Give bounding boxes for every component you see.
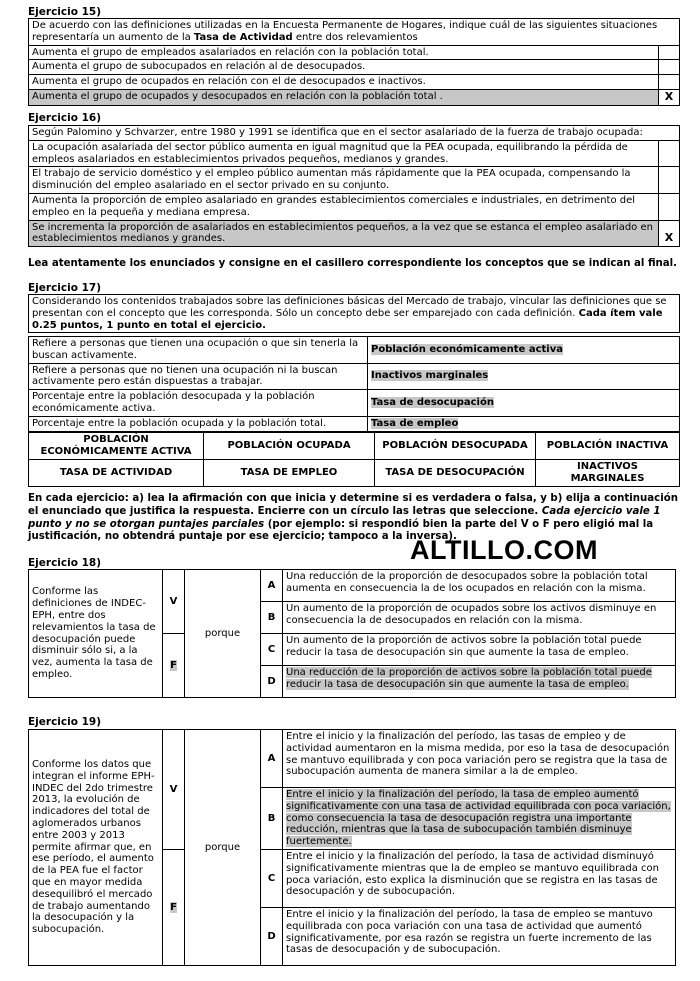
ex19-title: Ejercicio 19)	[28, 716, 101, 728]
ex15-option-c[interactable]: Aumenta el grupo de ocupados en relación con el de desocupados e inactivos.	[29, 75, 659, 90]
ex18-option-d: Una reducción de la proporción de activos sobre la población total puede reducir la tasa de desocupación sin que aumente la tasa de empleo.	[286, 667, 652, 690]
ex17-intro-text: Considerando los contenidos trabajados sobre las definiciones básicas del Mercado de trabajo, vincular las definiciones que se presentan con el concepto que les corresponda. Sólo un concepto debe ser emparejado con cada definición.	[32, 296, 667, 319]
ex17-title: Ejercicio 17)	[28, 282, 101, 294]
ex16-title: Ejercicio 16)	[28, 112, 101, 124]
ex17-answer-2: Inactivos marginales	[371, 370, 489, 382]
ex19-letter-a[interactable]: A	[261, 730, 283, 788]
ex18-porque: porque	[185, 570, 261, 698]
ex19-option-c: Entre el inicio y la finalización del período, la tasa de actividad disminuyó significativamente mientras que la de empleo se mantuvo equilibrada con poca variación, esto explica la disminución que se registra en las tasas de desocupación y de subocupación.	[283, 849, 676, 907]
ex19-table	[28, 729, 676, 966]
ex15-option-b[interactable]: Aumenta el grupo de subocupados en relación al de desocupados.	[29, 60, 659, 75]
ex19-option-b-cell	[283, 788, 676, 850]
ex19-letter-d[interactable]: D	[261, 907, 283, 965]
ex17-definition-2: Refiere a personas que no tienen una ocupación ni la buscan activamente pero están dispuestas a trabajar.	[29, 363, 368, 390]
instruction2-part1: En cada ejercicio: a) lea la afirmación con que inicia y determine si es verdadera o falsa, y b) elija a continuación el enunciado que justifica la respuesta. Encierre con un círculo las letras que seleccione.	[28, 493, 678, 517]
ex17-answer-cell-2[interactable]	[368, 363, 680, 390]
ex18-option-d-cell	[283, 666, 676, 698]
ex18-v[interactable]: V	[163, 570, 185, 634]
ex16-table	[28, 125, 680, 247]
concept-2-1: TASA DE ACTIVIDAD	[29, 460, 204, 487]
ex16-question: Según Palomino y Schvarzer, entre 1980 y 1991 se identifica que en el sector asalariado de la fuerza de trabajo ocupada:	[29, 126, 680, 141]
ex18-option-a: Una reducción de la proporción de desocupados sobre la población total aumenta en consecuencia la de los ocupados en relación con la misma.	[283, 570, 676, 602]
ex15-question-text2: entre dos relevamientos	[292, 31, 418, 43]
ex17-definition-1: Refiere a personas que tienen una ocupación o que sin tenerla la buscan activamente.	[29, 337, 368, 364]
ex17-match-table	[28, 336, 680, 432]
ex15-question	[29, 19, 680, 46]
concept-1-2: POBLACIÓN OCUPADA	[204, 433, 375, 460]
ex19-option-b: Entre el inicio y la finalización del período, la tasa de empleo aumentó significativamente con una tasa de actividad equilibrada con poca variación, como consecuencia la tasa de desocupación registra una importante reducción, mientras que la tasa de subocupación también disminuye fuertemente.	[286, 789, 671, 848]
ex18-letter-a[interactable]: A	[261, 570, 283, 602]
concept-2-2: TASA DE EMPLEO	[204, 460, 375, 487]
ex18-letter-b[interactable]: B	[261, 602, 283, 634]
ex19-letter-c[interactable]: C	[261, 849, 283, 907]
ex16-mark-d[interactable]: X	[659, 220, 680, 247]
instruction2-part2: (por ejemplo: si respondió bien la parte del V o F pero eligió mal la justificación, no obtendrá puntaje por ese ejercicio; tampoco a la inversa).	[28, 518, 654, 543]
ex19-f-cell[interactable]	[163, 849, 185, 965]
ex19-statement: Conforme los datos que integran el informe EPH-INDEC del 2do trimestre 2013, la evolución de indicadores del total de aglomerados urbanos entre 2003 y 2013 permite afirmar que, en ese período, el aumento de la PEA fue el factor que en mayor medida desequilibró el mercado de trabajo aumentando la desocupación y la subocupación.	[29, 730, 163, 966]
ex17-intro	[29, 295, 680, 333]
instruction-text: Lea atentamente los enunciados y consigne en el casillero correspondiente los conceptos que se indican al final.	[28, 258, 677, 269]
ex17-concepts-table	[28, 432, 680, 487]
ex17-answer-cell-4[interactable]	[368, 416, 680, 431]
ex19-f: F	[170, 901, 177, 913]
ex18-option-c: Un aumento de la proporción de activos sobre la población total puede reducir la tasa de desocupación sin que aumente la tasa de empleo.	[283, 634, 676, 666]
ex17-answer-1: Población económicamente activa	[371, 343, 563, 355]
ex18-f-cell[interactable]	[163, 634, 185, 698]
ex15-question-text1: De acuerdo con las definiciones utilizadas en la Encuesta Permanente de Hogares, indique cuál de las siguientes situaciones representaría un aumento de la	[32, 20, 658, 43]
concept-2-3: TASA DE DESOCUPACIÓN	[375, 460, 536, 487]
ex17-answer-cell-1[interactable]	[368, 337, 680, 364]
ex16-option-c[interactable]: Aumenta la proporción de empleo asalariado en grandes establecimientos comerciales e industriales, en detrimento del empleo en la pequeña y mediana empresa.	[29, 193, 659, 220]
ex18-title: Ejercicio 18)	[28, 557, 101, 569]
concept-1-1: POBLACIÓN ECONÓMICAMENTE ACTIVA	[29, 433, 204, 460]
ex19-letter-b[interactable]: B	[261, 788, 283, 850]
ex17-intro-table	[28, 294, 680, 333]
ex15-question-bold: Tasa de Actividad	[193, 31, 293, 43]
instruction2-italic: Cada ejercicio vale 1 punto y no se otorgan puntajes parciales	[28, 505, 661, 530]
ex19-option-d: Entre el inicio y la finalización del período, la tasa de empleo se mantuvo equilibrada con poca variación con una tasa de actividad que aumentó significativamente, por esa razón se registra un fuerte incremento de las tasas de desocupación y de subocupación.	[283, 907, 676, 965]
ex15-option-a[interactable]: Aumenta el grupo de empleados asalariados en relación con la población total.	[29, 45, 659, 60]
ex15-option-d[interactable]: Aumenta el grupo de ocupados y desocupados en relación con la población total .	[29, 89, 659, 105]
ex18-statement: Conforme las definiciones de INDEC-EPH, entre dos relevamientos la tasa de desocupación puede disminuir sólo si, a la vez, aumenta la tasa de empleo.	[29, 570, 163, 698]
watermark-text: ALTILLO.COM	[410, 535, 598, 565]
concept-1-4: POBLACIÓN INACTIVA	[536, 433, 680, 460]
ex17-answer-4: Tasa de empleo	[371, 417, 459, 429]
ex15-mark-d[interactable]: X	[659, 89, 680, 105]
ex16-mark-a[interactable]	[659, 140, 680, 167]
ex17-answer-3: Tasa de desocupación	[371, 397, 494, 409]
ex17-intro-bold: Cada ítem vale 0.25 puntos, 1 punto en total el ejercicio.	[32, 307, 663, 331]
concept-2-4: INACTIVOS MARGINALES	[536, 460, 680, 487]
ex18-f: F	[170, 659, 177, 671]
ex16-option-a[interactable]: La ocupación asalariada del sector público aumenta en igual magnitud que la PEA ocupada, equilibrando la pérdida de empleos asalariados en establecimientos privados pequeños, medianos y grandes.	[29, 140, 659, 167]
ex15-title: Ejercicio 15)	[28, 6, 101, 18]
ex15-table	[28, 18, 680, 106]
ex19-v[interactable]: V	[163, 730, 185, 850]
concept-1-3: POBLACIÓN DESOCUPADA	[375, 433, 536, 460]
ex16-option-d[interactable]: Se incrementa la proporción de asalariados en establecimientos pequeños, a la vez que se estanca el empleo asalariado en establecimientos medianos y grandes.	[29, 220, 659, 247]
ex15-mark-c[interactable]	[659, 75, 680, 90]
ex16-mark-b[interactable]	[659, 167, 680, 194]
ex16-mark-c[interactable]	[659, 193, 680, 220]
ex19-option-a: Entre el inicio y la finalización del período, las tasas de empleo y de actividad aumentaron en la misma medida, por eso la tasa de desocupación se mantuvo equilibrada y con poca variación pero se registra que la tasa de subocupación aumenta de manera similar a la de empleo.	[283, 730, 676, 788]
ex17-definition-4: Porcentaje entre la población ocupada y la población total.	[29, 416, 368, 431]
ex17-definition-3: Porcentaje entre la población desocupada y la población económicamente activa.	[29, 390, 368, 417]
ex18-table	[28, 569, 676, 698]
ex19-porque: porque	[185, 730, 261, 966]
ex18-letter-d[interactable]: D	[261, 666, 283, 698]
ex16-option-b[interactable]: El trabajo de servicio doméstico y el empleo público aumentan más rápidamente que la PEA ocupada, compensando la disminución del empleo asalariado en el sector privado en su conjunto.	[29, 167, 659, 194]
ex18-option-b: Un aumento de la proporción de ocupados sobre los activos disminuye en consecuencia la de desocupados en relación con la misma.	[283, 602, 676, 634]
ex18-letter-c[interactable]: C	[261, 634, 283, 666]
ex15-mark-a[interactable]	[659, 45, 680, 60]
ex15-mark-b[interactable]	[659, 60, 680, 75]
ex17-answer-cell-3[interactable]	[368, 390, 680, 417]
